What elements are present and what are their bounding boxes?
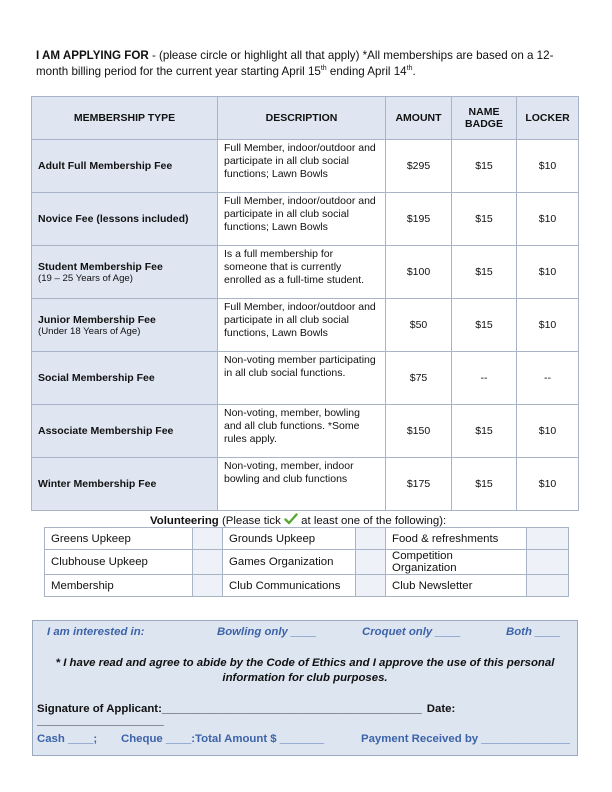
total-amount-field[interactable]: Total Amount $ _______ [195, 733, 325, 745]
volunteer-option: Club Communications [223, 575, 356, 597]
volunteer-option: Greens Upkeep [45, 528, 193, 550]
date-input[interactable]: ____________________ [37, 715, 164, 727]
intro-sup-1: th [320, 65, 327, 73]
membership-type-label: Social Membership Fee [38, 372, 155, 384]
locker-cell[interactable]: -- [517, 352, 579, 405]
name-badge-cell[interactable]: $15 [452, 246, 517, 299]
description-cell: Is a full membership for someone that is currently enrolled as a full-time student. [218, 246, 386, 299]
membership-type-label: Adult Full Membership Fee [38, 160, 173, 172]
membership-type-label: Novice Fee (lessons included) [38, 213, 189, 225]
name-badge-cell[interactable]: $15 [452, 299, 517, 352]
table-row[interactable] [32, 405, 579, 458]
description-cell: Full Member, indoor/outdoor and participate in all club social functions; Lawn Bowls [218, 140, 386, 193]
membership-type-cell[interactable] [32, 405, 218, 458]
header-locker: LOCKER [517, 97, 579, 140]
header-membership-type: MEMBERSHIP TYPE [32, 97, 218, 140]
volunteer-option: Food & refreshments [386, 528, 527, 550]
volunteer-checkbox[interactable] [527, 575, 569, 597]
amount-cell[interactable]: $150 [386, 405, 452, 458]
membership-type-label: Student Membership Fee [38, 260, 163, 273]
volunteer-option: Clubhouse Upkeep [45, 550, 193, 575]
locker-cell[interactable]: $10 [517, 405, 579, 458]
membership-type-label: Junior Membership Fee [38, 313, 156, 326]
volunteer-checkbox[interactable] [527, 528, 569, 550]
volunteer-option: Games Organization [223, 550, 356, 575]
table-row[interactable] [32, 193, 579, 246]
volunteer-checkbox[interactable] [356, 528, 386, 550]
volunteering-title-a: (Please tick [218, 515, 284, 527]
volunteering-table [44, 527, 569, 597]
name-badge-cell[interactable]: $15 [452, 193, 517, 246]
amount-cell[interactable]: $100 [386, 246, 452, 299]
membership-type-cell[interactable] [32, 458, 218, 511]
volunteer-row [45, 575, 569, 597]
membership-table [31, 96, 579, 511]
volunteer-option: Club Newsletter [386, 575, 527, 597]
description-cell: Non-voting, member, bowling and all club functions. *Some rules apply. [218, 405, 386, 458]
membership-type-sub: (Under 18 Years of Age) [38, 325, 141, 337]
volunteer-checkbox[interactable] [193, 528, 223, 550]
locker-cell[interactable]: $10 [517, 140, 579, 193]
croquet-only-option[interactable]: Croquet only ____ [362, 626, 461, 638]
amount-cell[interactable]: $50 [386, 299, 452, 352]
description-cell: Non-voting member participating in all club social functions. [218, 352, 386, 405]
locker-cell[interactable]: $10 [517, 458, 579, 511]
intro-heading: I AM APPLYING FOR [36, 49, 149, 62]
header-amount: AMOUNT [386, 97, 452, 140]
table-row[interactable] [32, 299, 579, 352]
header-description: DESCRIPTION [218, 97, 386, 140]
signature-line [37, 703, 577, 727]
payment-received-field[interactable]: Payment Received by ______________ [361, 733, 570, 745]
volunteer-checkbox[interactable] [356, 575, 386, 597]
amount-cell[interactable]: $75 [386, 352, 452, 405]
volunteer-checkbox[interactable] [356, 550, 386, 575]
signature-label: Signature of Applicant: [37, 703, 162, 715]
table-row[interactable] [32, 246, 579, 299]
membership-type-cell[interactable] [32, 299, 218, 352]
name-badge-cell[interactable]: -- [452, 352, 517, 405]
description-cell: Full Member, indoor/outdoor and participate in all club social functions, Lawn Bowls [218, 299, 386, 352]
volunteering-title-bold: Volunteering [150, 515, 219, 527]
amount-cell[interactable]: $195 [386, 193, 452, 246]
name-badge-cell[interactable]: $15 [452, 458, 517, 511]
membership-header-row [32, 97, 579, 140]
volunteer-row [45, 550, 569, 575]
locker-cell[interactable]: $10 [517, 299, 579, 352]
application-footer-box [32, 620, 578, 756]
membership-type-cell[interactable] [32, 246, 218, 299]
table-row[interactable] [32, 458, 579, 511]
membership-type-label: Associate Membership Fee [38, 425, 174, 437]
interest-label: I am interested in: [47, 626, 145, 638]
volunteer-row [45, 528, 569, 550]
table-row[interactable] [32, 352, 579, 405]
membership-type-cell[interactable] [32, 140, 218, 193]
membership-type-cell[interactable] [32, 193, 218, 246]
signature-input[interactable]: _________________________________________ [161, 703, 422, 715]
intro-text-a: - (please circle or highlight all that apply) *All memberships are based on a 12-month billing period for the current year starting April 15 [36, 49, 554, 78]
volunteer-checkbox[interactable] [193, 575, 223, 597]
locker-cell[interactable]: $10 [517, 193, 579, 246]
volunteer-checkbox[interactable] [193, 550, 223, 575]
name-badge-cell[interactable]: $15 [452, 140, 517, 193]
cheque-field[interactable]: Cheque ____: [121, 733, 196, 745]
volunteer-option: Membership [45, 575, 193, 597]
intro-paragraph [36, 48, 581, 80]
locker-cell[interactable]: $10 [517, 246, 579, 299]
volunteer-option: Grounds Upkeep [223, 528, 356, 550]
both-option[interactable]: Both ____ [506, 626, 561, 638]
bowling-only-option[interactable]: Bowling only ____ [217, 626, 317, 638]
intro-text-c: . [412, 65, 416, 78]
amount-cell[interactable]: $175 [386, 458, 452, 511]
date-label: Date: [426, 703, 456, 715]
amount-cell[interactable]: $295 [386, 140, 452, 193]
code-of-ethics-statement: * I have read and agree to abide by the Code of Ethics and I approve the use of this personal information for club purposes. [55, 657, 555, 684]
name-badge-cell[interactable]: $15 [452, 405, 517, 458]
volunteer-option: Competition Organization [386, 550, 527, 575]
volunteering-title-b: at least one of the following): [297, 515, 447, 527]
cash-field[interactable]: Cash ____; [37, 733, 98, 745]
table-row[interactable] [32, 140, 579, 193]
membership-type-cell[interactable] [32, 352, 218, 405]
intro-text-b: ending April 14 [326, 65, 407, 78]
volunteer-checkbox[interactable] [527, 550, 569, 575]
membership-type-label: Winter Membership Fee [38, 478, 157, 490]
intro-sup-2: th [406, 65, 413, 73]
membership-type-sub: (19 – 25 Years of Age) [38, 272, 133, 284]
header-name-badge: NAME BADGE [452, 97, 517, 140]
description-cell: Full Member, indoor/outdoor and participate in all club social functions; Lawn Bowls [218, 193, 386, 246]
description-cell: Non-voting, member, indoor bowling and club functions [218, 458, 386, 511]
